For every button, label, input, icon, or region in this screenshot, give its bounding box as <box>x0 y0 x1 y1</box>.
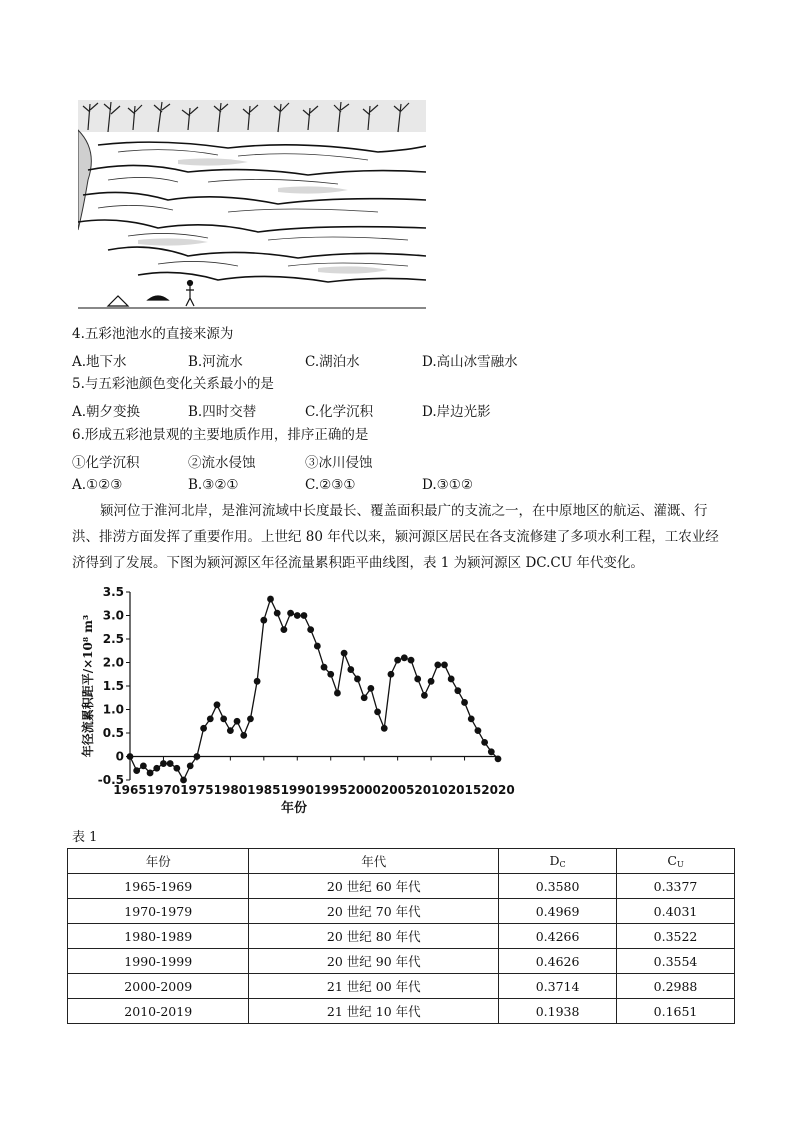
data-point <box>254 678 261 685</box>
data-point <box>428 678 435 685</box>
data-point <box>240 732 247 739</box>
data-point <box>214 701 221 708</box>
dc-cu-table <box>67 848 735 1024</box>
question-6-option-a: A.①②③ <box>72 477 123 493</box>
y-axis-label: 年径流累积距平/×10⁸ m³ <box>81 614 95 758</box>
x-tick-label: 2005 <box>380 783 415 797</box>
cell-decade: 20 世纪 80 年代 <box>249 924 499 949</box>
x-tick-label: 2020 <box>481 783 515 797</box>
question-5-option-d: D.岸边光影 <box>422 404 491 420</box>
data-point <box>180 777 187 784</box>
cell-decade: 21 世纪 10 年代 <box>249 999 499 1024</box>
data-point <box>140 763 147 770</box>
y-tick-label: 0.5 <box>102 726 124 740</box>
data-point <box>260 617 267 624</box>
header-cu: $C_U$ <box>617 849 735 874</box>
data-point <box>481 739 488 746</box>
cell-dc: 0.3714 <box>499 974 617 999</box>
x-tick-label: 2015 <box>447 783 482 797</box>
data-point <box>448 676 455 683</box>
cell-cu: 0.2988 <box>617 974 735 999</box>
five-color-pool-illustration <box>78 100 426 310</box>
data-point <box>153 765 160 772</box>
table-label: 表 1 <box>72 830 98 845</box>
x-tick-label: 2000 <box>347 783 381 797</box>
passage-paragraph: 颍河位于淮河北岸，是淮河流域中长度最长、覆盖面积最广的支流之一，在中原地区的航运、灌溉、行洪、排涝方面发挥了重要作用。上世纪 80 年代以来，颍河源区居民在各支流修建了多项水利工程，工农业经济得到了发展。下图为颍河源区年径流量累积距平曲线图，表 1 为颍河源区 DC.CU 年代变化。 <box>72 503 719 571</box>
data-point <box>207 716 214 723</box>
x-tick-label: 1965 <box>113 783 147 797</box>
data-point <box>173 765 180 772</box>
data-point <box>441 661 448 668</box>
cell-dc: 0.3580 <box>499 874 617 899</box>
cell-dc: 0.4969 <box>499 899 617 924</box>
question-5-option-b: B.四时交替 <box>188 404 257 420</box>
cell-year: 1990-1999 <box>68 949 249 974</box>
cell-year: 1970-1979 <box>68 899 249 924</box>
question-4-option-c: C.湖泊水 <box>305 354 360 370</box>
question-6-stem: 6.形成五彩池景观的主要地质作用，排序正确的是 <box>72 427 369 443</box>
data-point <box>401 654 408 661</box>
question-5-option-a: A.朝夕变换 <box>72 404 141 420</box>
x-tick-label: 1975 <box>180 783 214 797</box>
data-point <box>374 708 381 715</box>
cell-decade: 21 世纪 00 年代 <box>249 974 499 999</box>
data-point <box>127 753 134 760</box>
cell-year: 2010-2019 <box>68 999 249 1024</box>
y-tick-label: 1.0 <box>102 702 124 717</box>
cell-decade: 20 世纪 90 年代 <box>249 949 499 974</box>
data-point <box>367 685 374 692</box>
data-point <box>347 666 354 673</box>
question-5-option-c: C.化学沉积 <box>305 404 374 420</box>
question-6-item-3: ③冰川侵蚀 <box>305 455 373 471</box>
question-6-option-d: D.③①② <box>422 477 473 493</box>
data-point <box>495 755 502 762</box>
data-point <box>187 763 194 770</box>
x-tick-label: 2010 <box>414 783 448 797</box>
data-point <box>274 610 281 617</box>
data-point <box>381 725 388 732</box>
data-point <box>227 727 234 734</box>
table-row <box>68 999 735 1024</box>
data-point <box>354 676 361 683</box>
data-point <box>408 657 415 664</box>
x-tick-label: 1995 <box>314 783 348 797</box>
data-point <box>307 626 314 633</box>
cell-dc: 0.4626 <box>499 949 617 974</box>
data-point <box>160 760 167 767</box>
data-point <box>421 692 428 699</box>
table-row <box>68 974 735 999</box>
data-point <box>341 650 348 657</box>
header-decade: 年代 <box>249 849 499 874</box>
data-point <box>200 725 207 732</box>
data-point <box>234 718 241 725</box>
data-point <box>488 748 495 755</box>
cell-cu: 0.3522 <box>617 924 735 949</box>
question-4-stem: 4.五彩池池水的直接来源为 <box>72 326 234 342</box>
y-tick-label: 1.5 <box>102 679 124 693</box>
cell-year: 2000-2009 <box>68 974 249 999</box>
x-tick-label: 1980 <box>213 783 248 797</box>
cell-cu: 0.3554 <box>617 949 735 974</box>
table-row <box>68 874 735 899</box>
data-point <box>334 690 341 697</box>
question-6-item-1: ①化学沉积 <box>72 455 140 471</box>
question-4-option-b: B.河流水 <box>188 354 243 370</box>
question-6-item-2: ②流水侵蚀 <box>188 455 256 471</box>
data-point <box>468 716 475 723</box>
data-point <box>301 612 308 619</box>
data-point <box>361 694 368 701</box>
data-point <box>394 657 401 664</box>
x-axis-label: 年份 <box>280 801 308 816</box>
y-tick-label: 3.5 <box>102 585 124 599</box>
question-4-option-a: A.地下水 <box>72 354 127 370</box>
cell-dc: 0.4266 <box>499 924 617 949</box>
x-tick-label: 1985 <box>247 783 281 797</box>
y-tick-label: 2.5 <box>102 632 124 646</box>
runoff-series-line <box>130 599 498 780</box>
data-point <box>167 760 174 767</box>
data-point <box>287 610 294 617</box>
cell-dc: 0.1938 <box>499 999 617 1024</box>
cell-decade: 20 世纪 60 年代 <box>249 874 499 899</box>
table-header-row <box>68 849 735 874</box>
header-year: 年份 <box>68 849 249 874</box>
data-point <box>434 661 441 668</box>
y-tick-label: -0.5 <box>97 773 124 787</box>
data-point <box>314 643 321 650</box>
cell-year: 1965-1969 <box>68 874 249 899</box>
cell-decade: 20 世纪 70 年代 <box>249 899 499 924</box>
cell-year: 1980-1989 <box>68 924 249 949</box>
data-point <box>194 753 201 760</box>
data-point <box>461 699 468 706</box>
cumulative-runoff-anomaly-chart <box>78 580 518 820</box>
data-point <box>388 671 395 678</box>
question-6-option-c: C.②③① <box>305 477 356 493</box>
table-row <box>68 949 735 974</box>
cell-cu: 0.3377 <box>617 874 735 899</box>
header-dc: $D_C$ <box>499 849 617 874</box>
data-point <box>294 612 301 619</box>
cell-cu: 0.1651 <box>617 999 735 1024</box>
y-tick-label: 0 <box>115 749 124 764</box>
data-point <box>414 676 421 683</box>
question-6-option-b: B.③②① <box>188 477 239 493</box>
data-point <box>267 596 274 603</box>
question-4-option-d: D.高山冰雪融水 <box>422 354 518 370</box>
data-point <box>321 664 328 671</box>
data-point <box>247 716 254 723</box>
question-5-stem: 5.与五彩池颜色变化关系最小的是 <box>72 376 274 392</box>
data-point <box>327 671 334 678</box>
data-point <box>475 727 482 734</box>
table-row <box>68 899 735 924</box>
cell-cu: 0.4031 <box>617 899 735 924</box>
data-point <box>454 687 461 694</box>
table-row <box>68 924 735 949</box>
y-tick-label: 2.0 <box>102 655 124 670</box>
x-tick-label: 1990 <box>280 783 314 797</box>
y-tick-label: 3.0 <box>102 608 124 623</box>
data-point <box>220 716 227 723</box>
data-point <box>133 767 140 774</box>
data-point <box>147 770 154 777</box>
x-tick-label: 1970 <box>146 783 181 797</box>
data-point <box>280 626 287 633</box>
